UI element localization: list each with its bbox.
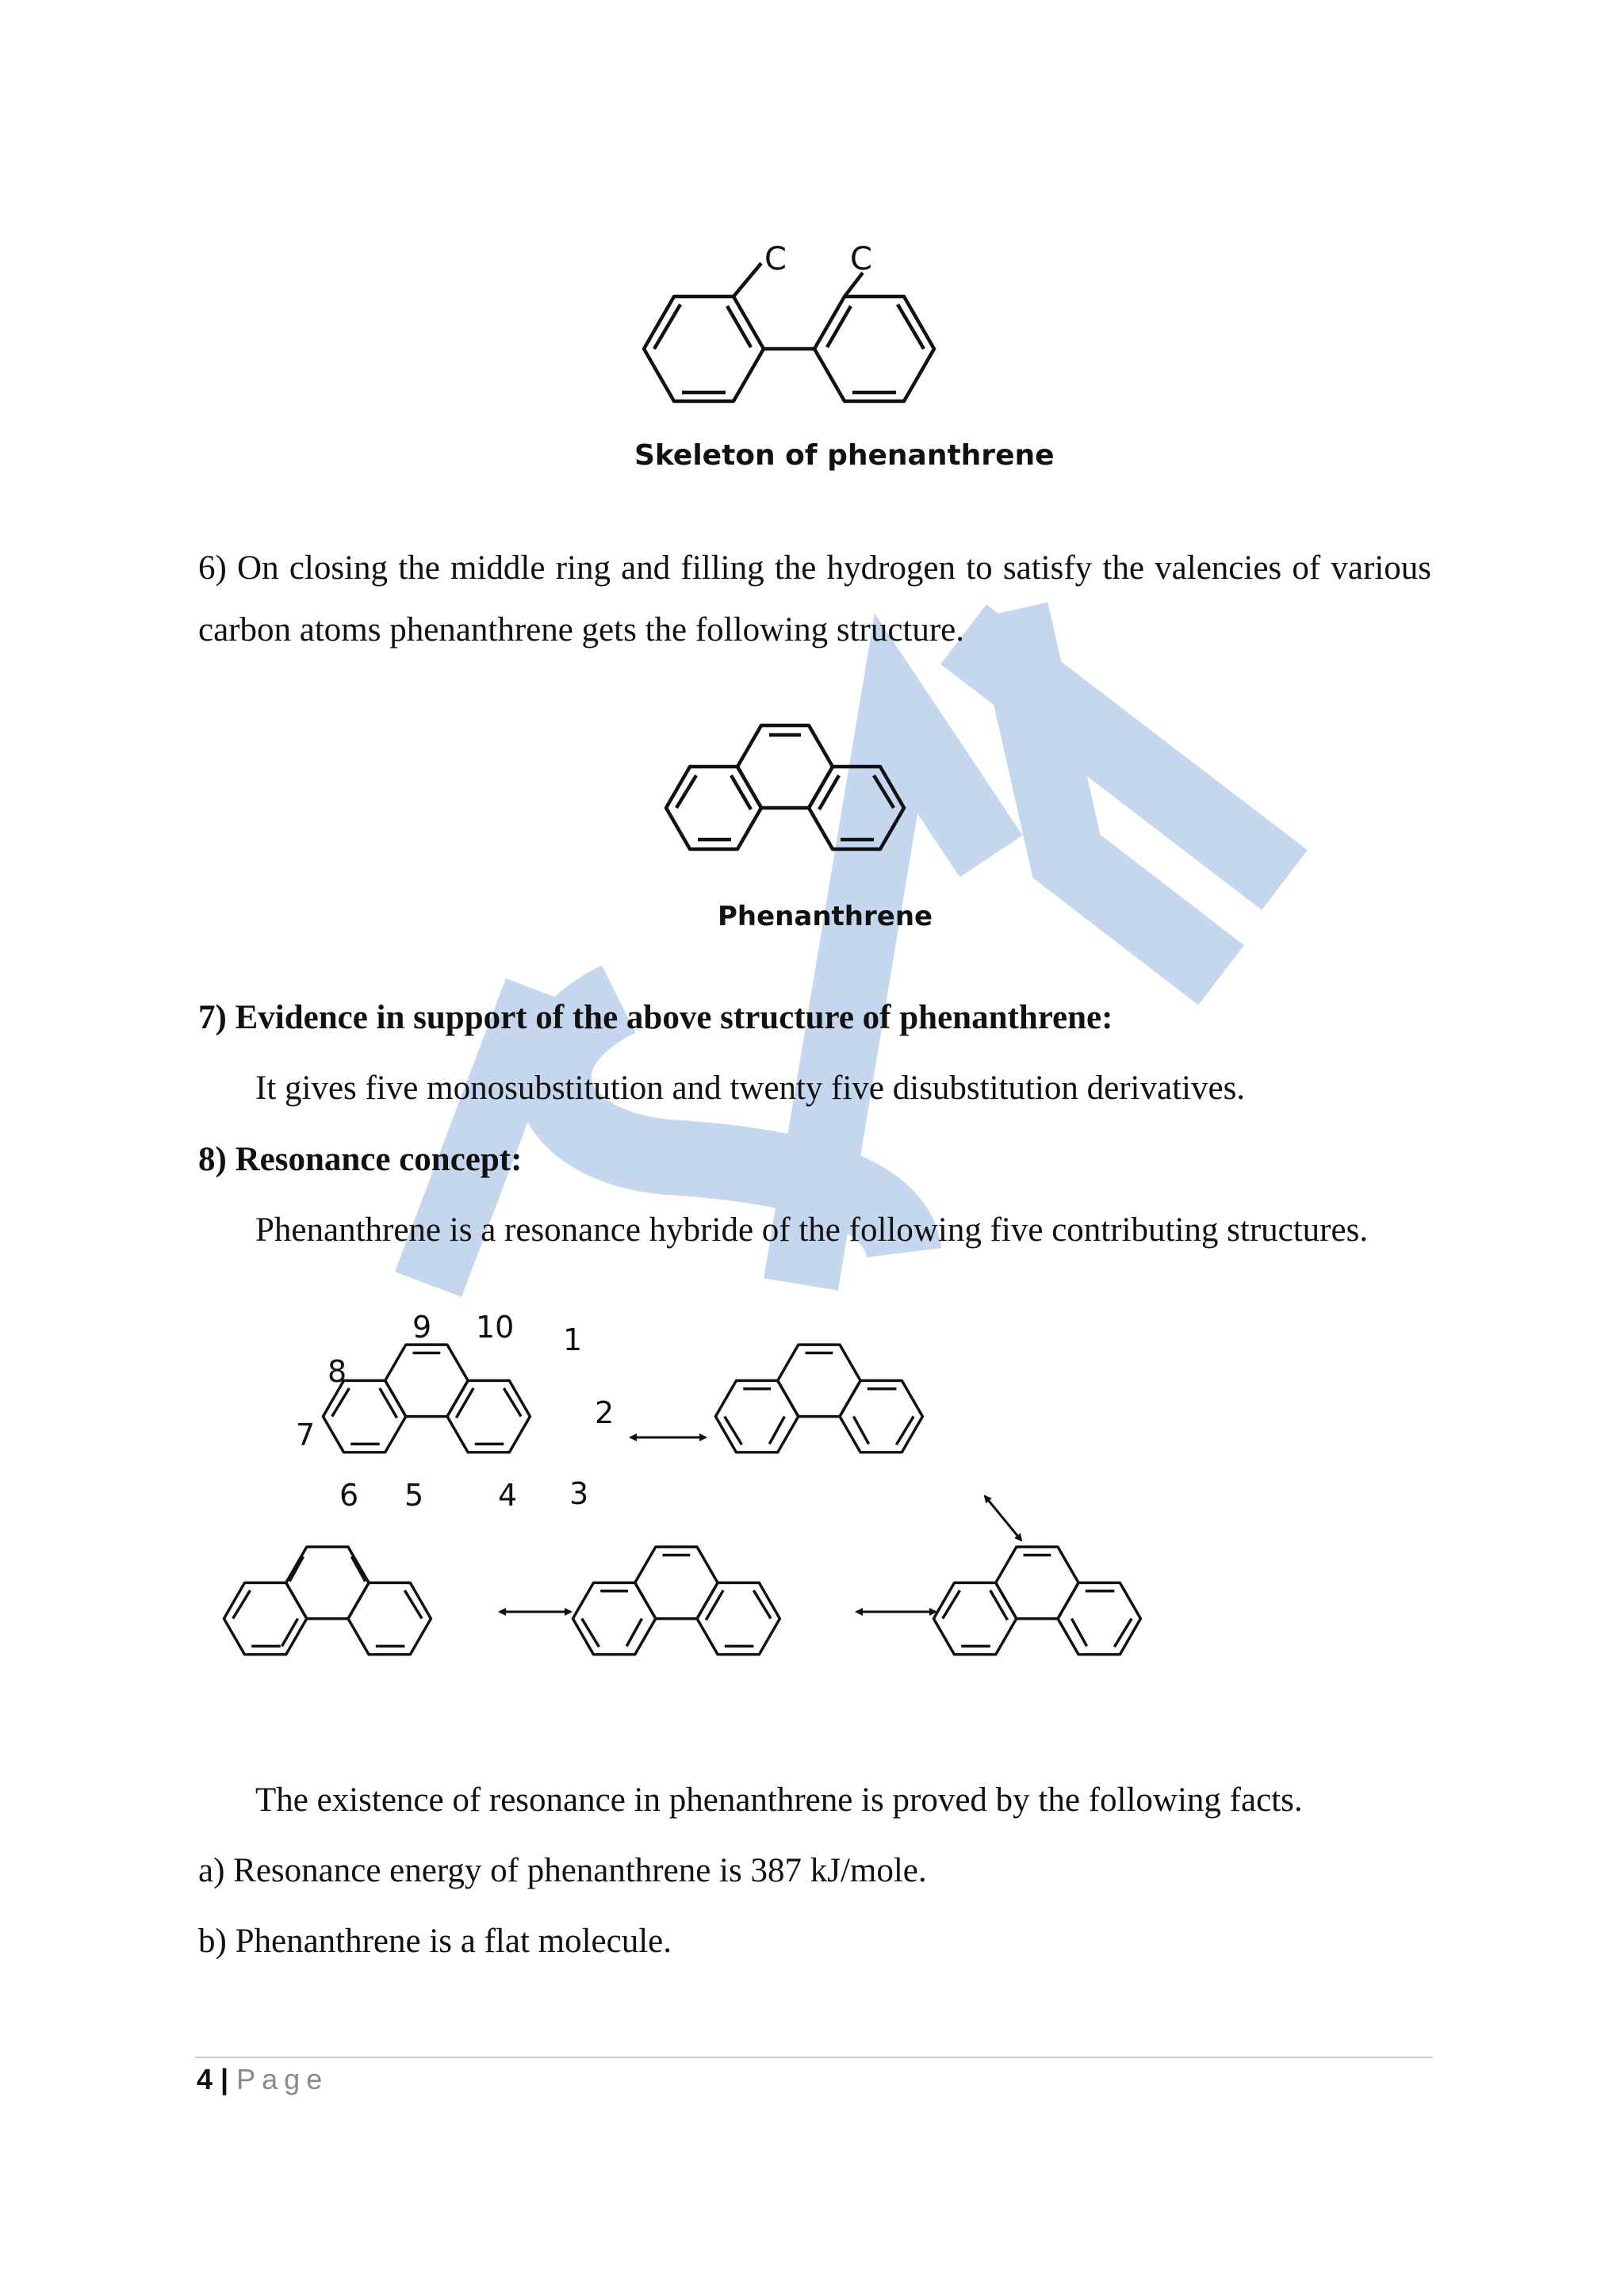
resonance-structure-5 [933,1547,1140,1655]
position-number: 10 [476,1310,515,1345]
position-number: 1 [563,1322,583,1357]
paragraph-7: It gives five monosubstitution and twenty five disubstitution derivatives. [255,1070,1246,1107]
carbon-label-left: C [764,241,787,277]
paragraph-resonance-facts: The existence of resonance in phenanthrene is proved by the following facts. [255,1781,1303,1819]
page-footer [197,2060,328,2099]
heading-7: 7) Evidence in support of the above structure of phenanthrene: [198,999,1113,1036]
position-number: 8 [327,1354,347,1389]
position-number: 7 [296,1418,316,1452]
skeleton-of-phenanthrene-figure [611,230,1055,484]
position-number: 4 [498,1478,518,1513]
page-word: Page [236,2063,329,2095]
skeleton-caption: Skeleton of phenanthrene [634,439,1055,472]
footer-divider [194,2057,1433,2058]
resonance-structure-1 [323,1345,530,1452]
fact-a: a) Resonance energy of phenanthrene is 387 kJ/mole. [198,1852,927,1889]
heading-8: 8) Resonance concept: [198,1141,523,1178]
phenanthrene-caption: Phenanthrene [718,901,933,932]
resonance-arrow-2 [985,1496,1021,1540]
position-number: 3 [569,1476,589,1511]
position-number: 6 [339,1478,359,1513]
resonance-structure-2 [715,1345,922,1452]
footer-separator: | [220,2063,229,2095]
resonance-structure-3 [224,1547,431,1655]
resonance-structures-figure [214,1288,1245,1716]
paragraph-6: 6) On closing the middle ring and filling the hydrogen to satisfy the valencies of various carbon atoms phenanthrene gets the following structure. [198,549,1431,649]
fact-b: b) Phenanthrene is a flat molecule. [198,1923,672,1960]
position-number: 9 [412,1310,432,1345]
position-number: 5 [404,1478,424,1513]
page-number: 4 [197,2063,213,2095]
resonance-structure-4 [573,1547,779,1655]
position-number: 2 [595,1395,615,1430]
paragraph-8: Phenanthrene is a resonance hybride of the following five contributing structures. [255,1211,1369,1249]
phenanthrene-figure [650,702,983,939]
carbon-label-right: C [850,241,872,277]
